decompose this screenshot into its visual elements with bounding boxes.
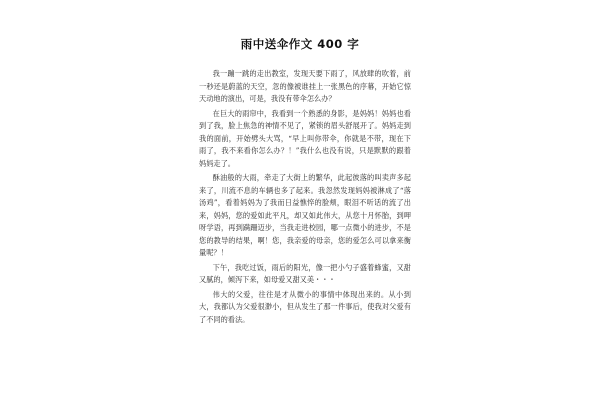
paragraph-1: 我一蹦一跳的走出教室，发现天要下雨了，风放肆的吹着，前一秒还是蔚蓝的天空，忽的像被谁挂上一张黑色的序幕，开始它惊天动地的演出，可是，我没有带伞怎么办？ <box>199 69 411 103</box>
paragraph-3: 酥油般的大雨，牵走了大街上的繁华，此起彼落的叫卖声多起来了，川流不息的车辆也多了起来。我忽然发现妈妈被淋成了“落汤鸡”，看着妈妈为了我而日益憔悴的脸颊，眼泪不听话的流了出来，妈妈，您的爱如此平凡，却又如此伟大，从您十月怀胎，到呷呀学语，再到蹒跚迈步，当我走进校园，哪一点微小的进步，不是您的教导的结果，啊！您，我亲爱的母亲，您的爱怎么可以拿来衡量呢？！ <box>199 173 411 257</box>
document-body <box>199 68 411 328</box>
paragraph-5: 伟大的父爱，往往是才从微小的事情中体现出来的。从小到大，我都认为父爱很渺小，但从发生了那一件事后，使我对父爱有了不同的看法。 <box>199 289 411 324</box>
paragraph-2: 在巨大的雨帘中，我看到一个熟悉的身影，是妈妈！妈妈也看到了我，脸上焦急的神情不见了，紧锁的眉头舒展开了。妈妈走到我的面前，开始劈头大骂，“早上叫你带伞，你就是不带，现在下雨了，我不来看你怎么办？！”我什么也没有说，只是默默的跟着妈妈走了。 <box>199 108 411 168</box>
paragraph-4: 下午，我吃过饭，雨后的阳光，像一把小勺子盛着蜂蜜，又甜又腻的，倾泻下来，如母爱又甜又美・・・ <box>199 262 411 284</box>
document-title: 雨中送伞作文 400 字 <box>240 37 360 51</box>
